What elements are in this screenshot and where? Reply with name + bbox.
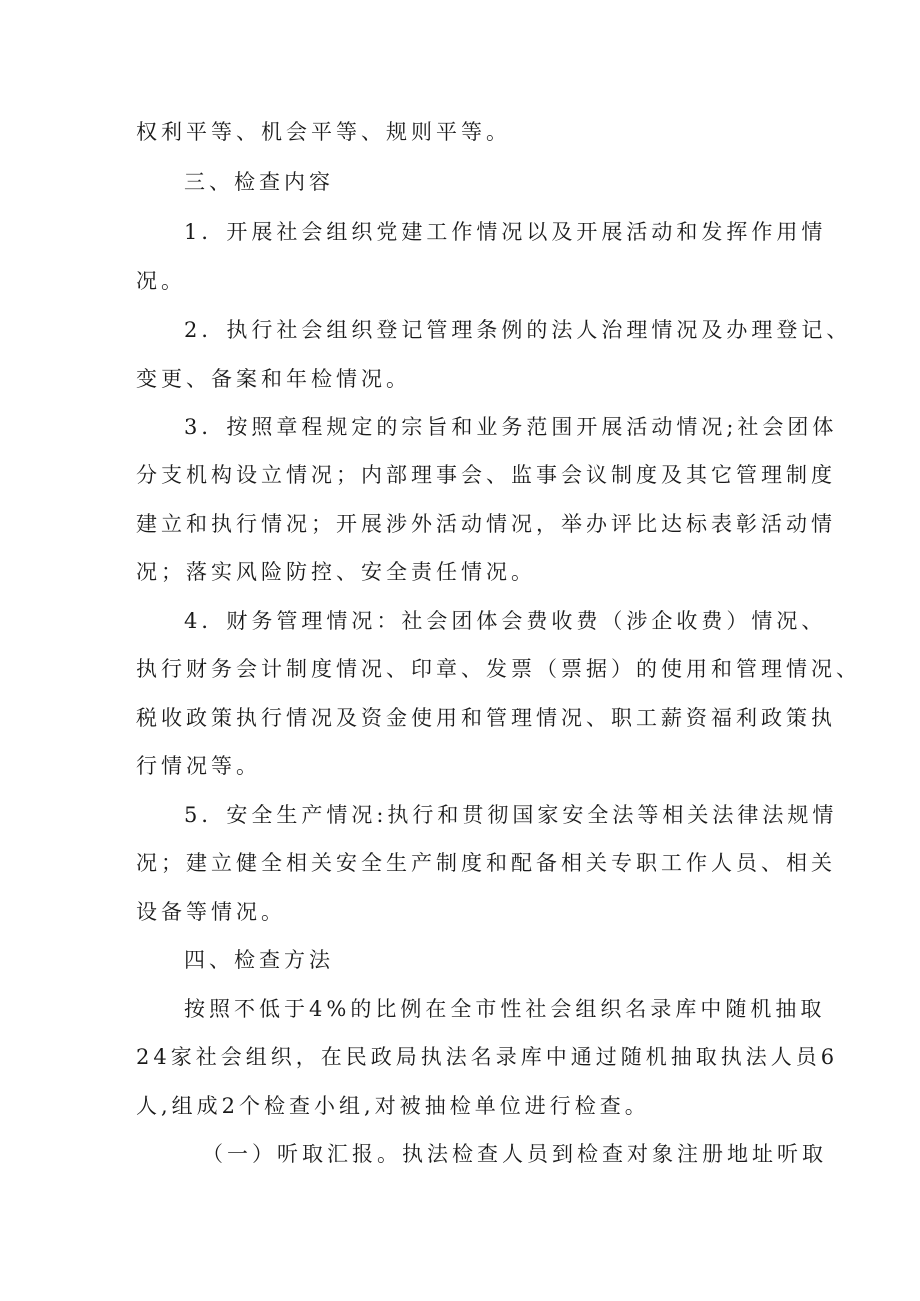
- paragraph-line: 行情况等。: [136, 754, 261, 778]
- paragraph-line: 况。: [136, 269, 186, 293]
- paragraph-line: 设备等情况。: [136, 900, 286, 924]
- paragraph-line: 3．按照章程规定的宗旨和业务范围开展活动情况;社会团体: [184, 415, 838, 439]
- paragraph-line: 2．执行社会组织登记管理条例的法人治理情况及办理登记、: [184, 318, 852, 342]
- paragraph-line: 5．安全生产情况:执行和贯彻国家安全法等相关法律法规情: [184, 803, 838, 827]
- paragraph-line: 24家社会组织，在民政局执法名录库中通过随机抽取执法人员6: [136, 1045, 839, 1069]
- paragraph-line: 4．财务管理情况：社会团体会费收费（涉企收费）情况、: [184, 609, 827, 633]
- paragraph-line: 按照不低于4%的比例在全市性社会组织名录库中随机抽取: [184, 997, 826, 1021]
- paragraph-line: 执行财务会计制度情况、印章、发票（票据）的使用和管理情况、: [136, 657, 861, 681]
- paragraph-line: 变更、备案和年检情况。: [136, 367, 411, 391]
- paragraph-line: 建立和执行情况；开展涉外活动情况，举办评比达标表彰活动情: [136, 512, 836, 536]
- section-heading: 四、检查方法: [184, 948, 334, 972]
- paragraph-line: 税收政策执行情况及资金使用和管理情况、职工薪资福利政策执: [136, 706, 836, 730]
- paragraph-line: 1．开展社会组织党建工作情况以及开展活动和发挥作用情: [184, 220, 827, 244]
- paragraph-line: 人,组成2个检查小组,对被抽检单位进行检查。: [136, 1094, 650, 1118]
- paragraph-line: 分支机构设立情况；内部理事会、监事会议制度及其它管理制度: [136, 463, 836, 487]
- paragraph-line: 权利平等、机会平等、规则平等。: [136, 120, 511, 144]
- paragraph-line: （一）听取汇报。执法检查人员到检查对象注册地址听取: [202, 1142, 827, 1166]
- paragraph-line: 况；建立健全相关安全生产制度和配备相关专职工作人员、相关: [136, 851, 836, 875]
- section-heading: 三、检查内容: [184, 170, 334, 194]
- paragraph-line: 况；落实风险防控、安全责任情况。: [136, 560, 536, 584]
